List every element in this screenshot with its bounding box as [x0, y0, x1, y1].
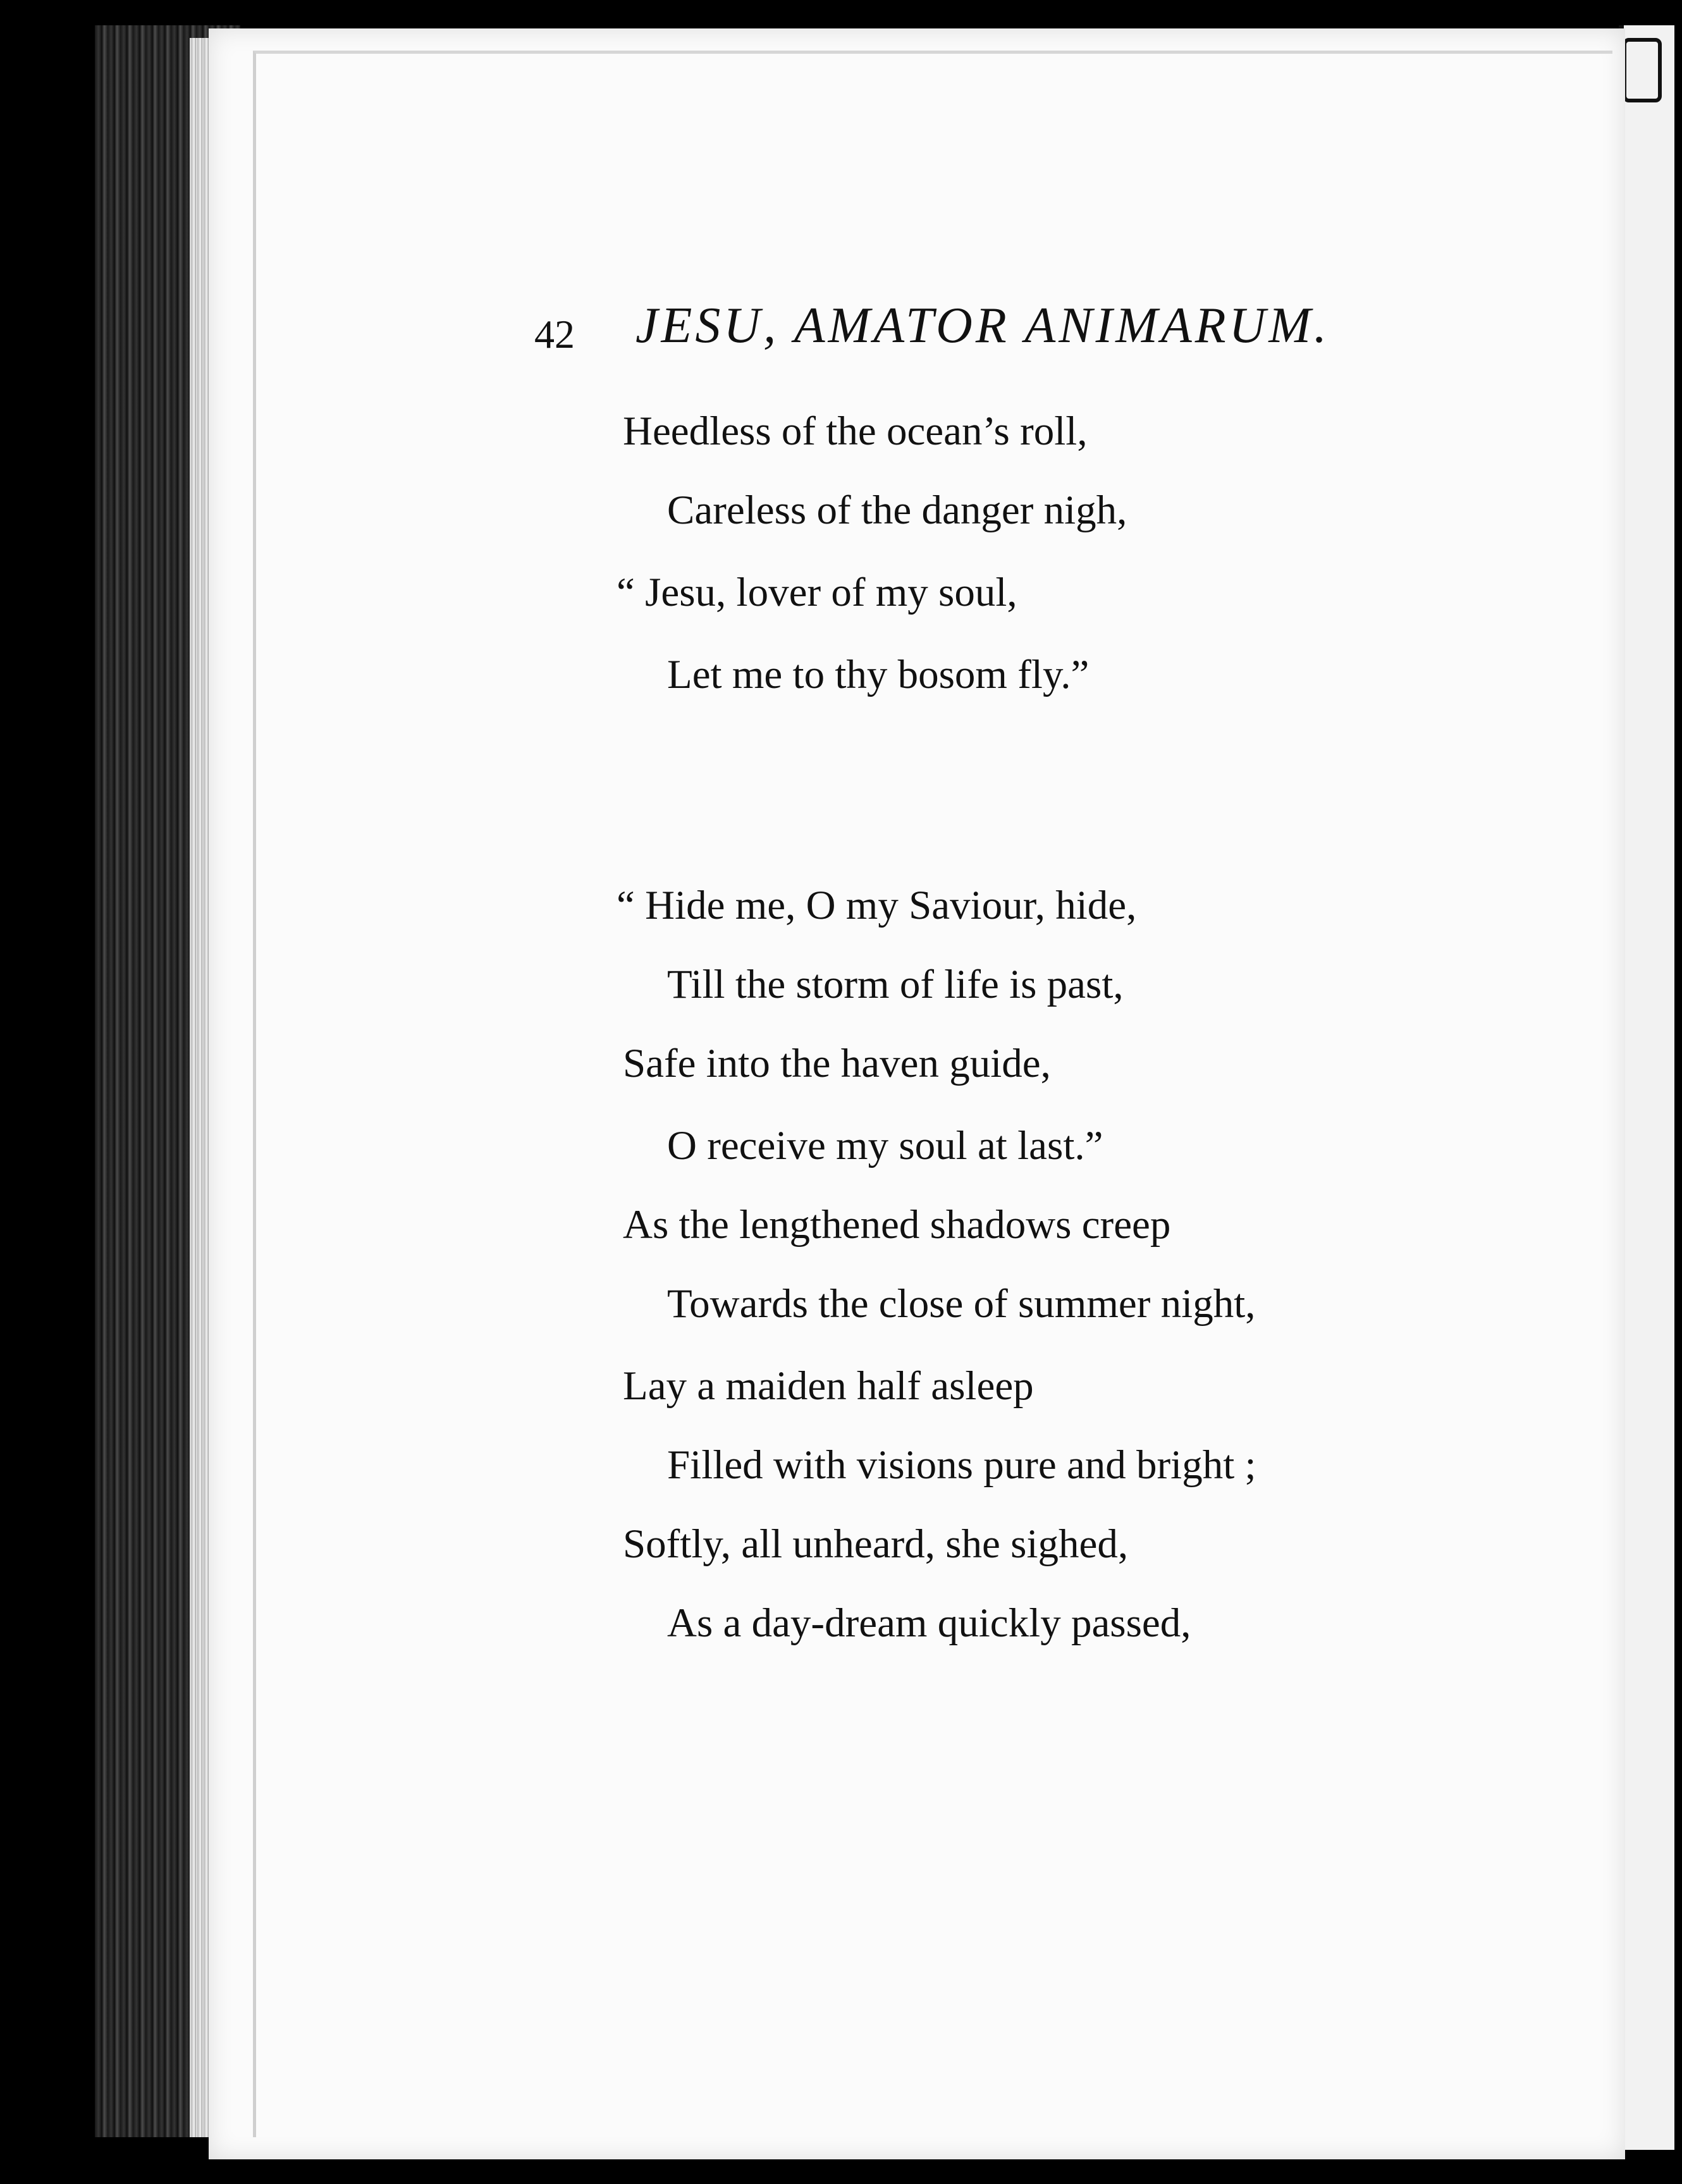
poem-line: “ Hide me, O my Saviour, hide, — [617, 883, 1137, 928]
poem-line: Towards the close of summer night, — [667, 1281, 1256, 1327]
right-page-edge — [1619, 25, 1674, 2150]
poem-line: O receive my soul at last.” — [667, 1123, 1103, 1169]
running-title: JESU, AMATOR ANIMARUM. — [635, 298, 1330, 353]
poem-line: As a day-dream quickly passed, — [667, 1600, 1191, 1646]
poem-line: Let me to thy bosom fly.” — [667, 652, 1090, 697]
poem-line: As the lengthened shadows creep — [623, 1202, 1171, 1248]
running-head — [534, 297, 1420, 367]
poem-line: Lay a maiden half asleep — [623, 1363, 1034, 1409]
poem-line: Careless of the danger nigh, — [667, 488, 1127, 533]
page-number: 42 — [534, 312, 575, 357]
poem-line: Heedless of the ocean’s roll, — [623, 408, 1088, 454]
poem-line: Safe into the haven guide, — [623, 1041, 1051, 1086]
poem-line: “ Jesu, lover of my soul, — [617, 570, 1017, 615]
poem-line: Filled with visions pure and bright ; — [667, 1442, 1256, 1488]
poem-line: Softly, all unheard, she sighed, — [623, 1521, 1129, 1567]
poem-line: Till the storm of life is past, — [667, 962, 1124, 1007]
right-edge-tab — [1623, 38, 1662, 102]
